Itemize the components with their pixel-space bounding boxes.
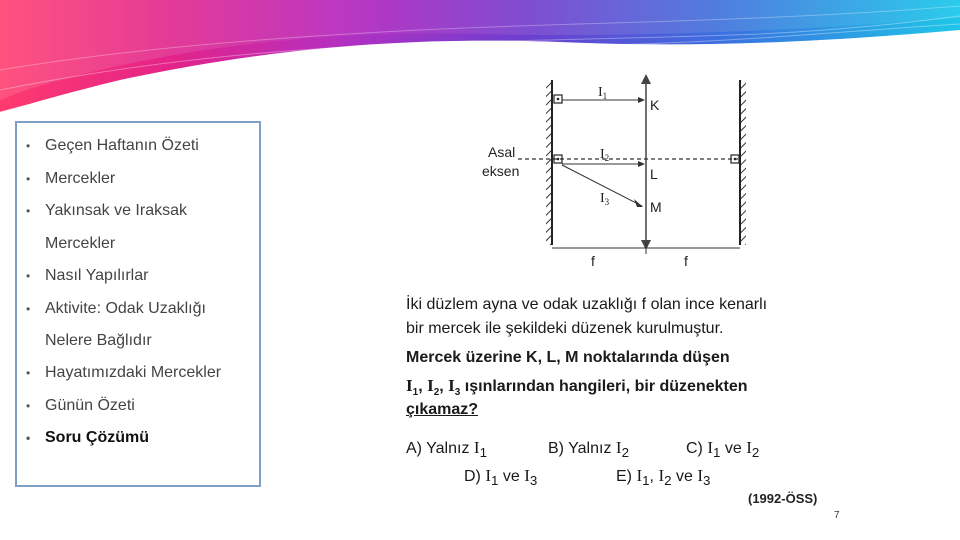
ray-label: $I_1$ — [598, 85, 608, 101]
question-line: $I_1$, $I_2$, $I_3$ ışınlarından hangileri, bir düzenekten — [406, 376, 748, 399]
agenda-item-text: Nasıl Yapılırlar — [45, 267, 149, 284]
agenda-item — [26, 137, 199, 155]
bullet: • — [26, 431, 31, 445]
bullet: • — [26, 204, 31, 218]
agenda-item-text: Geçen Haftanın Özeti — [45, 137, 199, 154]
agenda-item-continuation — [45, 332, 152, 350]
distance-label: f — [591, 253, 595, 269]
agenda-item-text: Mercekler — [45, 235, 116, 252]
agenda-box — [15, 121, 261, 487]
answer-b: B) Yalnız $I_2$ — [548, 438, 629, 461]
question-line: çıkamaz? — [406, 401, 479, 418]
question-line: Mercek üzerine K, L, M noktalarında düşen — [406, 349, 730, 366]
agenda-item — [26, 397, 135, 415]
left-mirror — [546, 80, 552, 245]
agenda-item — [26, 170, 116, 188]
bullet: • — [26, 172, 31, 186]
bullet: • — [26, 366, 31, 380]
agenda-item-text: Nelere Bağlıdır — [45, 332, 152, 349]
optics-diagram — [470, 70, 770, 275]
answer-c: C) $I_1$ ve $I_2$ — [686, 438, 760, 461]
right-mirror — [740, 80, 746, 245]
agenda-item-text: Hayatımızdaki Mercekler — [45, 364, 222, 381]
agenda-item — [26, 202, 187, 220]
distance-label: f — [684, 253, 688, 269]
point-label: K — [650, 97, 660, 113]
agenda-item-text: Soru Çözümü — [45, 429, 149, 446]
agenda-item — [26, 364, 222, 382]
answer-d: D) $I_1$ ve $I_3$ — [464, 466, 538, 489]
page-number: 7 — [834, 510, 840, 521]
agenda-item-text: Günün Özeti — [45, 397, 135, 414]
bullet: • — [26, 399, 31, 413]
ray-label: $I_2$ — [600, 147, 610, 163]
answer-a: A) Yalnız $I_1$ — [406, 438, 487, 461]
point-label: M — [650, 199, 662, 215]
ray-label: $I_3$ — [600, 191, 610, 207]
bullet: • — [26, 269, 31, 283]
answer-e: E) $I_1$, $I_2$ ve $I_3$ — [616, 466, 711, 489]
bullet: • — [26, 302, 31, 316]
agenda-item-continuation — [45, 235, 115, 253]
agenda-item — [26, 267, 149, 285]
question-line: İki düzlem ayna ve odak uzaklığı f olan ince kenarlı — [406, 296, 768, 313]
source-citation: (1992-ÖSS) — [748, 491, 818, 506]
question-line: bir mercek ile şekildeki düzenek kurulmuştur. — [406, 320, 724, 337]
point-label: L — [650, 166, 658, 182]
axis-label: eksen — [482, 163, 520, 179]
axis-label: Asal — [488, 144, 516, 160]
agenda-item-text: Mercekler — [45, 170, 116, 187]
agenda-item-current — [26, 429, 149, 447]
agenda-item-text: Aktivite: Odak Uzaklığı — [45, 300, 206, 317]
agenda-item-text: Yakınsak ve Iraksak — [45, 202, 187, 219]
agenda-item — [26, 300, 206, 318]
bullet: • — [26, 139, 31, 153]
